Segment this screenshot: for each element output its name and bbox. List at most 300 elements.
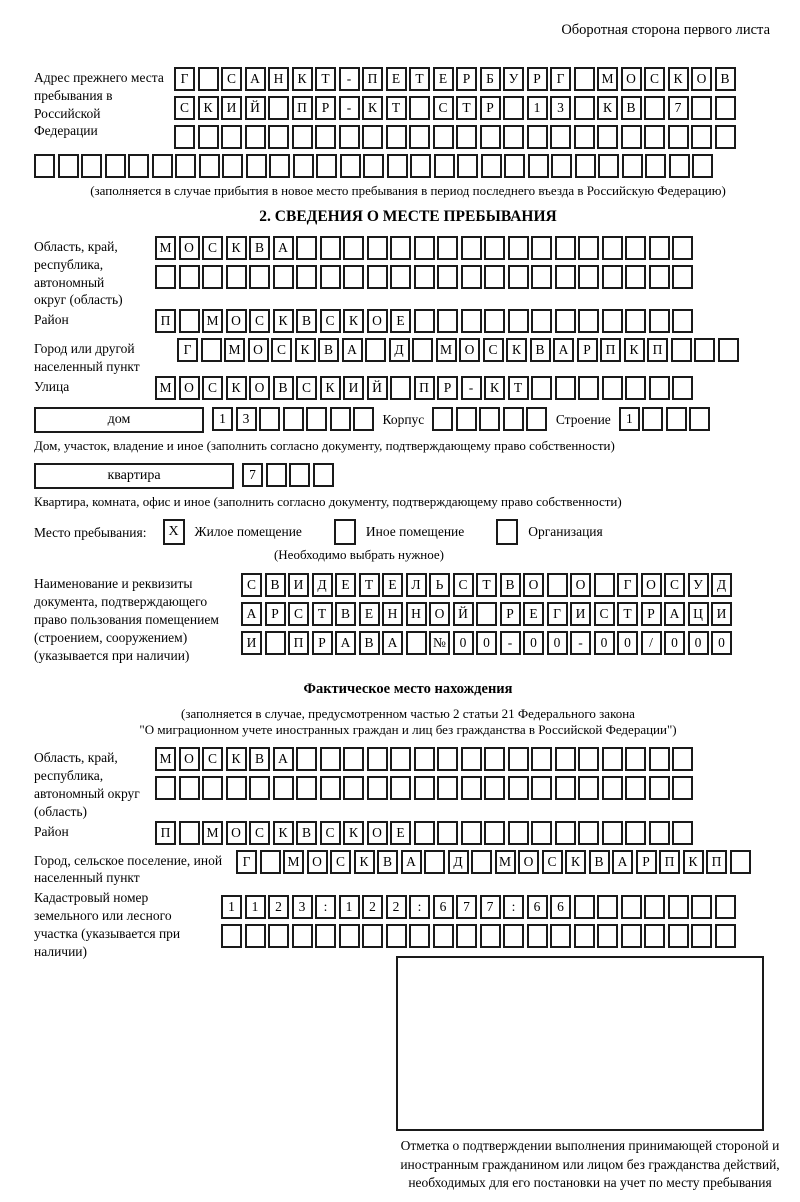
char-cell[interactable] <box>456 924 477 948</box>
char-cell[interactable]: А <box>664 602 685 626</box>
char-cell[interactable] <box>386 125 407 149</box>
char-cell[interactable] <box>315 125 336 149</box>
char-cell[interactable] <box>437 265 458 289</box>
char-cell[interactable] <box>575 154 596 178</box>
char-cell[interactable]: Д <box>312 573 333 597</box>
char-cell[interactable] <box>283 407 304 431</box>
char-cell[interactable]: А <box>401 850 422 874</box>
char-cell[interactable] <box>293 154 314 178</box>
char-cell[interactable]: 6 <box>527 895 548 919</box>
char-cell[interactable]: С <box>221 67 242 91</box>
char-cell[interactable] <box>363 154 384 178</box>
char-cell[interactable]: С <box>320 821 341 845</box>
char-cell[interactable] <box>320 747 341 771</box>
char-cell[interactable]: К <box>226 236 247 260</box>
char-cell[interactable] <box>578 747 599 771</box>
char-cell[interactable]: А <box>245 67 266 91</box>
char-cell[interactable] <box>602 821 623 845</box>
char-cell[interactable]: К <box>354 850 375 874</box>
char-cell[interactable] <box>202 265 223 289</box>
char-cell[interactable] <box>34 154 55 178</box>
char-cell[interactable] <box>672 265 693 289</box>
char-cell[interactable] <box>625 776 646 800</box>
char-cell[interactable] <box>316 154 337 178</box>
char-cell[interactable] <box>174 125 195 149</box>
char-cell[interactable]: О <box>226 309 247 333</box>
char-cell[interactable]: К <box>320 376 341 400</box>
char-cell[interactable]: В <box>377 850 398 874</box>
char-cell[interactable] <box>672 309 693 333</box>
char-cell[interactable]: 1 <box>212 407 233 431</box>
char-cell[interactable] <box>313 463 334 487</box>
char-cell[interactable] <box>296 236 317 260</box>
char-cell[interactable] <box>578 776 599 800</box>
char-cell[interactable]: В <box>318 338 339 362</box>
char-cell[interactable] <box>201 338 222 362</box>
char-cell[interactable]: И <box>241 631 262 655</box>
char-cell[interactable] <box>152 154 173 178</box>
char-cell[interactable] <box>221 125 242 149</box>
checkbox-other-premises[interactable] <box>334 519 356 545</box>
char-cell[interactable]: Р <box>480 96 501 120</box>
char-cell[interactable]: К <box>226 747 247 771</box>
char-cell[interactable] <box>289 463 310 487</box>
char-cell[interactable]: А <box>382 631 403 655</box>
char-cell[interactable] <box>362 125 383 149</box>
char-cell[interactable] <box>249 265 270 289</box>
char-cell[interactable]: Т <box>476 573 497 597</box>
char-cell[interactable] <box>266 463 287 487</box>
char-cell[interactable] <box>547 573 568 597</box>
char-cell[interactable]: А <box>273 236 294 260</box>
char-cell[interactable]: 7 <box>242 463 263 487</box>
char-cell[interactable] <box>292 924 313 948</box>
char-cell[interactable]: О <box>179 236 200 260</box>
char-cell[interactable] <box>504 154 525 178</box>
char-cell[interactable]: М <box>283 850 304 874</box>
char-cell[interactable]: С <box>330 850 351 874</box>
char-cell[interactable]: 0 <box>664 631 685 655</box>
char-cell[interactable] <box>555 376 576 400</box>
char-cell[interactable]: Т <box>456 96 477 120</box>
char-cell[interactable]: В <box>249 747 270 771</box>
char-cell[interactable] <box>434 154 455 178</box>
char-cell[interactable] <box>649 747 670 771</box>
char-cell[interactable] <box>508 309 529 333</box>
char-cell[interactable] <box>476 602 497 626</box>
char-cell[interactable] <box>409 125 430 149</box>
char-cell[interactable]: Д <box>448 850 469 874</box>
char-cell[interactable]: Н <box>382 602 403 626</box>
char-cell[interactable] <box>155 776 176 800</box>
char-cell[interactable] <box>306 407 327 431</box>
char-cell[interactable]: О <box>248 338 269 362</box>
char-cell[interactable] <box>484 265 505 289</box>
char-cell[interactable]: Ц <box>688 602 709 626</box>
char-cell[interactable]: В <box>249 236 270 260</box>
char-cell[interactable]: Р <box>312 631 333 655</box>
char-cell[interactable]: 7 <box>480 895 501 919</box>
char-cell[interactable] <box>481 154 502 178</box>
char-cell[interactable] <box>461 236 482 260</box>
char-cell[interactable] <box>175 154 196 178</box>
char-cell[interactable] <box>671 338 692 362</box>
char-cell[interactable]: 0 <box>476 631 497 655</box>
char-cell[interactable] <box>642 407 663 431</box>
char-cell[interactable]: К <box>506 338 527 362</box>
char-cell[interactable] <box>343 747 364 771</box>
char-cell[interactable] <box>414 821 435 845</box>
char-cell[interactable] <box>691 895 712 919</box>
char-cell[interactable]: 0 <box>523 631 544 655</box>
char-cell[interactable] <box>437 776 458 800</box>
char-cell[interactable] <box>649 376 670 400</box>
char-cell[interactable]: О <box>518 850 539 874</box>
char-cell[interactable] <box>367 747 388 771</box>
char-cell[interactable]: М <box>597 67 618 91</box>
char-cell[interactable]: П <box>647 338 668 362</box>
char-cell[interactable]: 0 <box>547 631 568 655</box>
char-cell[interactable] <box>226 776 247 800</box>
char-cell[interactable]: С <box>288 602 309 626</box>
char-cell[interactable] <box>649 309 670 333</box>
char-cell[interactable]: К <box>226 376 247 400</box>
char-cell[interactable] <box>390 747 411 771</box>
char-cell[interactable]: - <box>339 67 360 91</box>
char-cell[interactable]: 0 <box>617 631 638 655</box>
char-cell[interactable]: Р <box>500 602 521 626</box>
char-cell[interactable]: С <box>202 376 223 400</box>
char-cell[interactable] <box>503 96 524 120</box>
char-cell[interactable] <box>221 924 242 948</box>
char-cell[interactable]: В <box>265 573 286 597</box>
char-cell[interactable]: Л <box>406 573 427 597</box>
checkbox-organization[interactable] <box>496 519 518 545</box>
char-cell[interactable] <box>245 924 266 948</box>
char-cell[interactable] <box>621 924 642 948</box>
char-cell[interactable] <box>410 154 431 178</box>
char-cell[interactable] <box>433 924 454 948</box>
char-cell[interactable] <box>531 236 552 260</box>
char-cell[interactable] <box>179 309 200 333</box>
char-cell[interactable]: И <box>711 602 732 626</box>
char-cell[interactable] <box>390 236 411 260</box>
char-cell[interactable] <box>249 776 270 800</box>
char-cell[interactable] <box>461 776 482 800</box>
char-cell[interactable] <box>602 265 623 289</box>
char-cell[interactable]: К <box>565 850 586 874</box>
char-cell[interactable]: О <box>570 573 591 597</box>
char-cell[interactable]: К <box>624 338 645 362</box>
char-cell[interactable]: Р <box>641 602 662 626</box>
char-cell[interactable] <box>672 376 693 400</box>
char-cell[interactable] <box>644 895 665 919</box>
char-cell[interactable] <box>365 338 386 362</box>
char-cell[interactable] <box>672 821 693 845</box>
char-cell[interactable] <box>715 125 736 149</box>
char-cell[interactable]: : <box>503 895 524 919</box>
char-cell[interactable]: А <box>241 602 262 626</box>
char-cell[interactable] <box>531 376 552 400</box>
char-cell[interactable] <box>315 924 336 948</box>
char-cell[interactable] <box>531 747 552 771</box>
char-cell[interactable] <box>672 236 693 260</box>
char-cell[interactable]: 7 <box>456 895 477 919</box>
char-cell[interactable] <box>668 924 689 948</box>
char-cell[interactable] <box>625 376 646 400</box>
char-cell[interactable]: Б <box>480 67 501 91</box>
char-cell[interactable] <box>668 125 689 149</box>
char-cell[interactable]: Н <box>406 602 427 626</box>
char-cell[interactable]: Т <box>359 573 380 597</box>
char-cell[interactable]: К <box>273 309 294 333</box>
char-cell[interactable] <box>555 236 576 260</box>
char-cell[interactable]: Г <box>236 850 257 874</box>
char-cell[interactable]: 3 <box>550 96 571 120</box>
char-cell[interactable] <box>602 376 623 400</box>
char-cell[interactable]: Е <box>386 67 407 91</box>
char-cell[interactable]: К <box>597 96 618 120</box>
char-cell[interactable] <box>691 96 712 120</box>
char-cell[interactable] <box>259 407 280 431</box>
char-cell[interactable] <box>531 309 552 333</box>
char-cell[interactable] <box>343 265 364 289</box>
char-cell[interactable] <box>179 776 200 800</box>
char-cell[interactable]: В <box>715 67 736 91</box>
char-cell[interactable]: К <box>362 96 383 120</box>
char-cell[interactable]: М <box>155 236 176 260</box>
char-cell[interactable]: В <box>273 376 294 400</box>
char-cell[interactable]: Е <box>335 573 356 597</box>
char-cell[interactable] <box>649 821 670 845</box>
char-cell[interactable]: / <box>641 631 662 655</box>
char-cell[interactable] <box>296 265 317 289</box>
char-cell[interactable]: 2 <box>386 895 407 919</box>
char-cell[interactable] <box>414 309 435 333</box>
char-cell[interactable]: Г <box>547 602 568 626</box>
char-cell[interactable] <box>432 407 453 431</box>
char-cell[interactable] <box>390 776 411 800</box>
char-cell[interactable] <box>268 924 289 948</box>
char-cell[interactable] <box>437 747 458 771</box>
char-cell[interactable] <box>471 850 492 874</box>
char-cell[interactable] <box>128 154 149 178</box>
char-cell[interactable]: И <box>570 602 591 626</box>
char-cell[interactable]: - <box>339 96 360 120</box>
char-cell[interactable]: М <box>436 338 457 362</box>
char-cell[interactable]: С <box>271 338 292 362</box>
char-cell[interactable] <box>386 924 407 948</box>
char-cell[interactable]: О <box>691 67 712 91</box>
char-cell[interactable]: С <box>249 821 270 845</box>
char-cell[interactable]: С <box>664 573 685 597</box>
char-cell[interactable]: К <box>484 376 505 400</box>
char-cell[interactable]: Р <box>527 67 548 91</box>
char-cell[interactable] <box>424 850 445 874</box>
char-cell[interactable] <box>265 631 286 655</box>
char-cell[interactable] <box>437 236 458 260</box>
char-cell[interactable] <box>456 125 477 149</box>
char-cell[interactable] <box>433 125 454 149</box>
char-cell[interactable] <box>550 125 571 149</box>
char-cell[interactable] <box>503 407 524 431</box>
char-cell[interactable]: М <box>202 309 223 333</box>
char-cell[interactable]: 0 <box>594 631 615 655</box>
char-cell[interactable] <box>245 125 266 149</box>
char-cell[interactable]: В <box>335 602 356 626</box>
char-cell[interactable]: М <box>495 850 516 874</box>
char-cell[interactable] <box>625 309 646 333</box>
char-cell[interactable] <box>578 265 599 289</box>
char-cell[interactable] <box>644 96 665 120</box>
char-cell[interactable]: Т <box>617 602 638 626</box>
char-cell[interactable] <box>715 96 736 120</box>
char-cell[interactable] <box>602 747 623 771</box>
char-cell[interactable] <box>340 154 361 178</box>
char-cell[interactable] <box>574 67 595 91</box>
char-cell[interactable]: М <box>202 821 223 845</box>
char-cell[interactable]: 2 <box>268 895 289 919</box>
char-cell[interactable]: 7 <box>668 96 689 120</box>
char-cell[interactable] <box>555 747 576 771</box>
char-cell[interactable]: В <box>621 96 642 120</box>
char-cell[interactable]: П <box>362 67 383 91</box>
char-cell[interactable]: 3 <box>236 407 257 431</box>
char-cell[interactable]: П <box>292 96 313 120</box>
char-cell[interactable] <box>503 924 524 948</box>
char-cell[interactable] <box>602 776 623 800</box>
char-cell[interactable] <box>269 154 290 178</box>
char-cell[interactable] <box>339 924 360 948</box>
char-cell[interactable] <box>691 125 712 149</box>
char-cell[interactable]: П <box>659 850 680 874</box>
char-cell[interactable]: И <box>221 96 242 120</box>
char-cell[interactable] <box>320 236 341 260</box>
char-cell[interactable] <box>484 821 505 845</box>
char-cell[interactable]: 1 <box>527 96 548 120</box>
char-cell[interactable]: С <box>433 96 454 120</box>
char-cell[interactable] <box>461 309 482 333</box>
char-cell[interactable] <box>480 125 501 149</box>
char-cell[interactable]: С <box>296 376 317 400</box>
char-cell[interactable]: К <box>295 338 316 362</box>
char-cell[interactable] <box>292 125 313 149</box>
char-cell[interactable] <box>412 338 433 362</box>
char-cell[interactable] <box>597 895 618 919</box>
char-cell[interactable]: Т <box>508 376 529 400</box>
char-cell[interactable] <box>222 154 243 178</box>
char-cell[interactable] <box>437 821 458 845</box>
char-cell[interactable] <box>597 924 618 948</box>
char-cell[interactable]: О <box>249 376 270 400</box>
char-cell[interactable] <box>484 776 505 800</box>
char-cell[interactable] <box>574 924 595 948</box>
char-cell[interactable]: 1 <box>619 407 640 431</box>
char-cell[interactable] <box>367 236 388 260</box>
char-cell[interactable]: К <box>198 96 219 120</box>
char-cell[interactable] <box>81 154 102 178</box>
char-cell[interactable] <box>555 309 576 333</box>
char-cell[interactable]: А <box>335 631 356 655</box>
char-cell[interactable]: В <box>500 573 521 597</box>
char-cell[interactable] <box>644 125 665 149</box>
char-cell[interactable]: № <box>429 631 450 655</box>
char-cell[interactable] <box>226 265 247 289</box>
char-cell[interactable]: К <box>273 821 294 845</box>
char-cell[interactable] <box>527 125 548 149</box>
char-cell[interactable] <box>574 96 595 120</box>
char-cell[interactable] <box>58 154 79 178</box>
char-cell[interactable]: П <box>600 338 621 362</box>
char-cell[interactable]: О <box>523 573 544 597</box>
char-cell[interactable]: О <box>226 821 247 845</box>
char-cell[interactable] <box>479 407 500 431</box>
char-cell[interactable]: К <box>343 821 364 845</box>
char-cell[interactable] <box>461 747 482 771</box>
char-cell[interactable]: К <box>343 309 364 333</box>
char-cell[interactable]: У <box>503 67 524 91</box>
char-cell[interactable]: О <box>179 376 200 400</box>
char-cell[interactable]: Й <box>245 96 266 120</box>
char-cell[interactable]: И <box>288 573 309 597</box>
char-cell[interactable] <box>621 125 642 149</box>
char-cell[interactable]: В <box>589 850 610 874</box>
char-cell[interactable]: П <box>155 821 176 845</box>
char-cell[interactable]: К <box>292 67 313 91</box>
char-cell[interactable] <box>649 236 670 260</box>
char-cell[interactable]: Е <box>523 602 544 626</box>
char-cell[interactable]: 0 <box>688 631 709 655</box>
char-cell[interactable]: Й <box>453 602 474 626</box>
char-cell[interactable]: : <box>315 895 336 919</box>
char-cell[interactable]: Д <box>711 573 732 597</box>
char-cell[interactable]: Т <box>312 602 333 626</box>
char-cell[interactable] <box>672 776 693 800</box>
char-cell[interactable] <box>484 747 505 771</box>
char-cell[interactable]: О <box>179 747 200 771</box>
char-cell[interactable] <box>414 747 435 771</box>
char-cell[interactable] <box>555 821 576 845</box>
char-cell[interactable]: Г <box>177 338 198 362</box>
char-cell[interactable] <box>531 821 552 845</box>
char-cell[interactable]: О <box>641 573 662 597</box>
char-cell[interactable]: 6 <box>550 895 571 919</box>
char-cell[interactable]: А <box>273 747 294 771</box>
char-cell[interactable] <box>508 776 529 800</box>
char-cell[interactable] <box>527 924 548 948</box>
char-cell[interactable] <box>597 125 618 149</box>
char-cell[interactable] <box>387 154 408 178</box>
char-cell[interactable]: С <box>174 96 195 120</box>
char-cell[interactable] <box>105 154 126 178</box>
char-cell[interactable]: Й <box>367 376 388 400</box>
char-cell[interactable] <box>296 747 317 771</box>
char-cell[interactable] <box>625 265 646 289</box>
char-cell[interactable] <box>179 265 200 289</box>
char-cell[interactable]: Р <box>456 67 477 91</box>
char-cell[interactable] <box>578 309 599 333</box>
char-cell[interactable] <box>668 895 689 919</box>
char-cell[interactable] <box>343 236 364 260</box>
char-cell[interactable]: С <box>202 236 223 260</box>
char-cell[interactable] <box>555 265 576 289</box>
char-cell[interactable]: 1 <box>221 895 242 919</box>
char-cell[interactable] <box>594 573 615 597</box>
char-cell[interactable]: Е <box>433 67 454 91</box>
char-cell[interactable]: А <box>553 338 574 362</box>
char-cell[interactable]: Ь <box>429 573 450 597</box>
char-cell[interactable]: М <box>155 747 176 771</box>
